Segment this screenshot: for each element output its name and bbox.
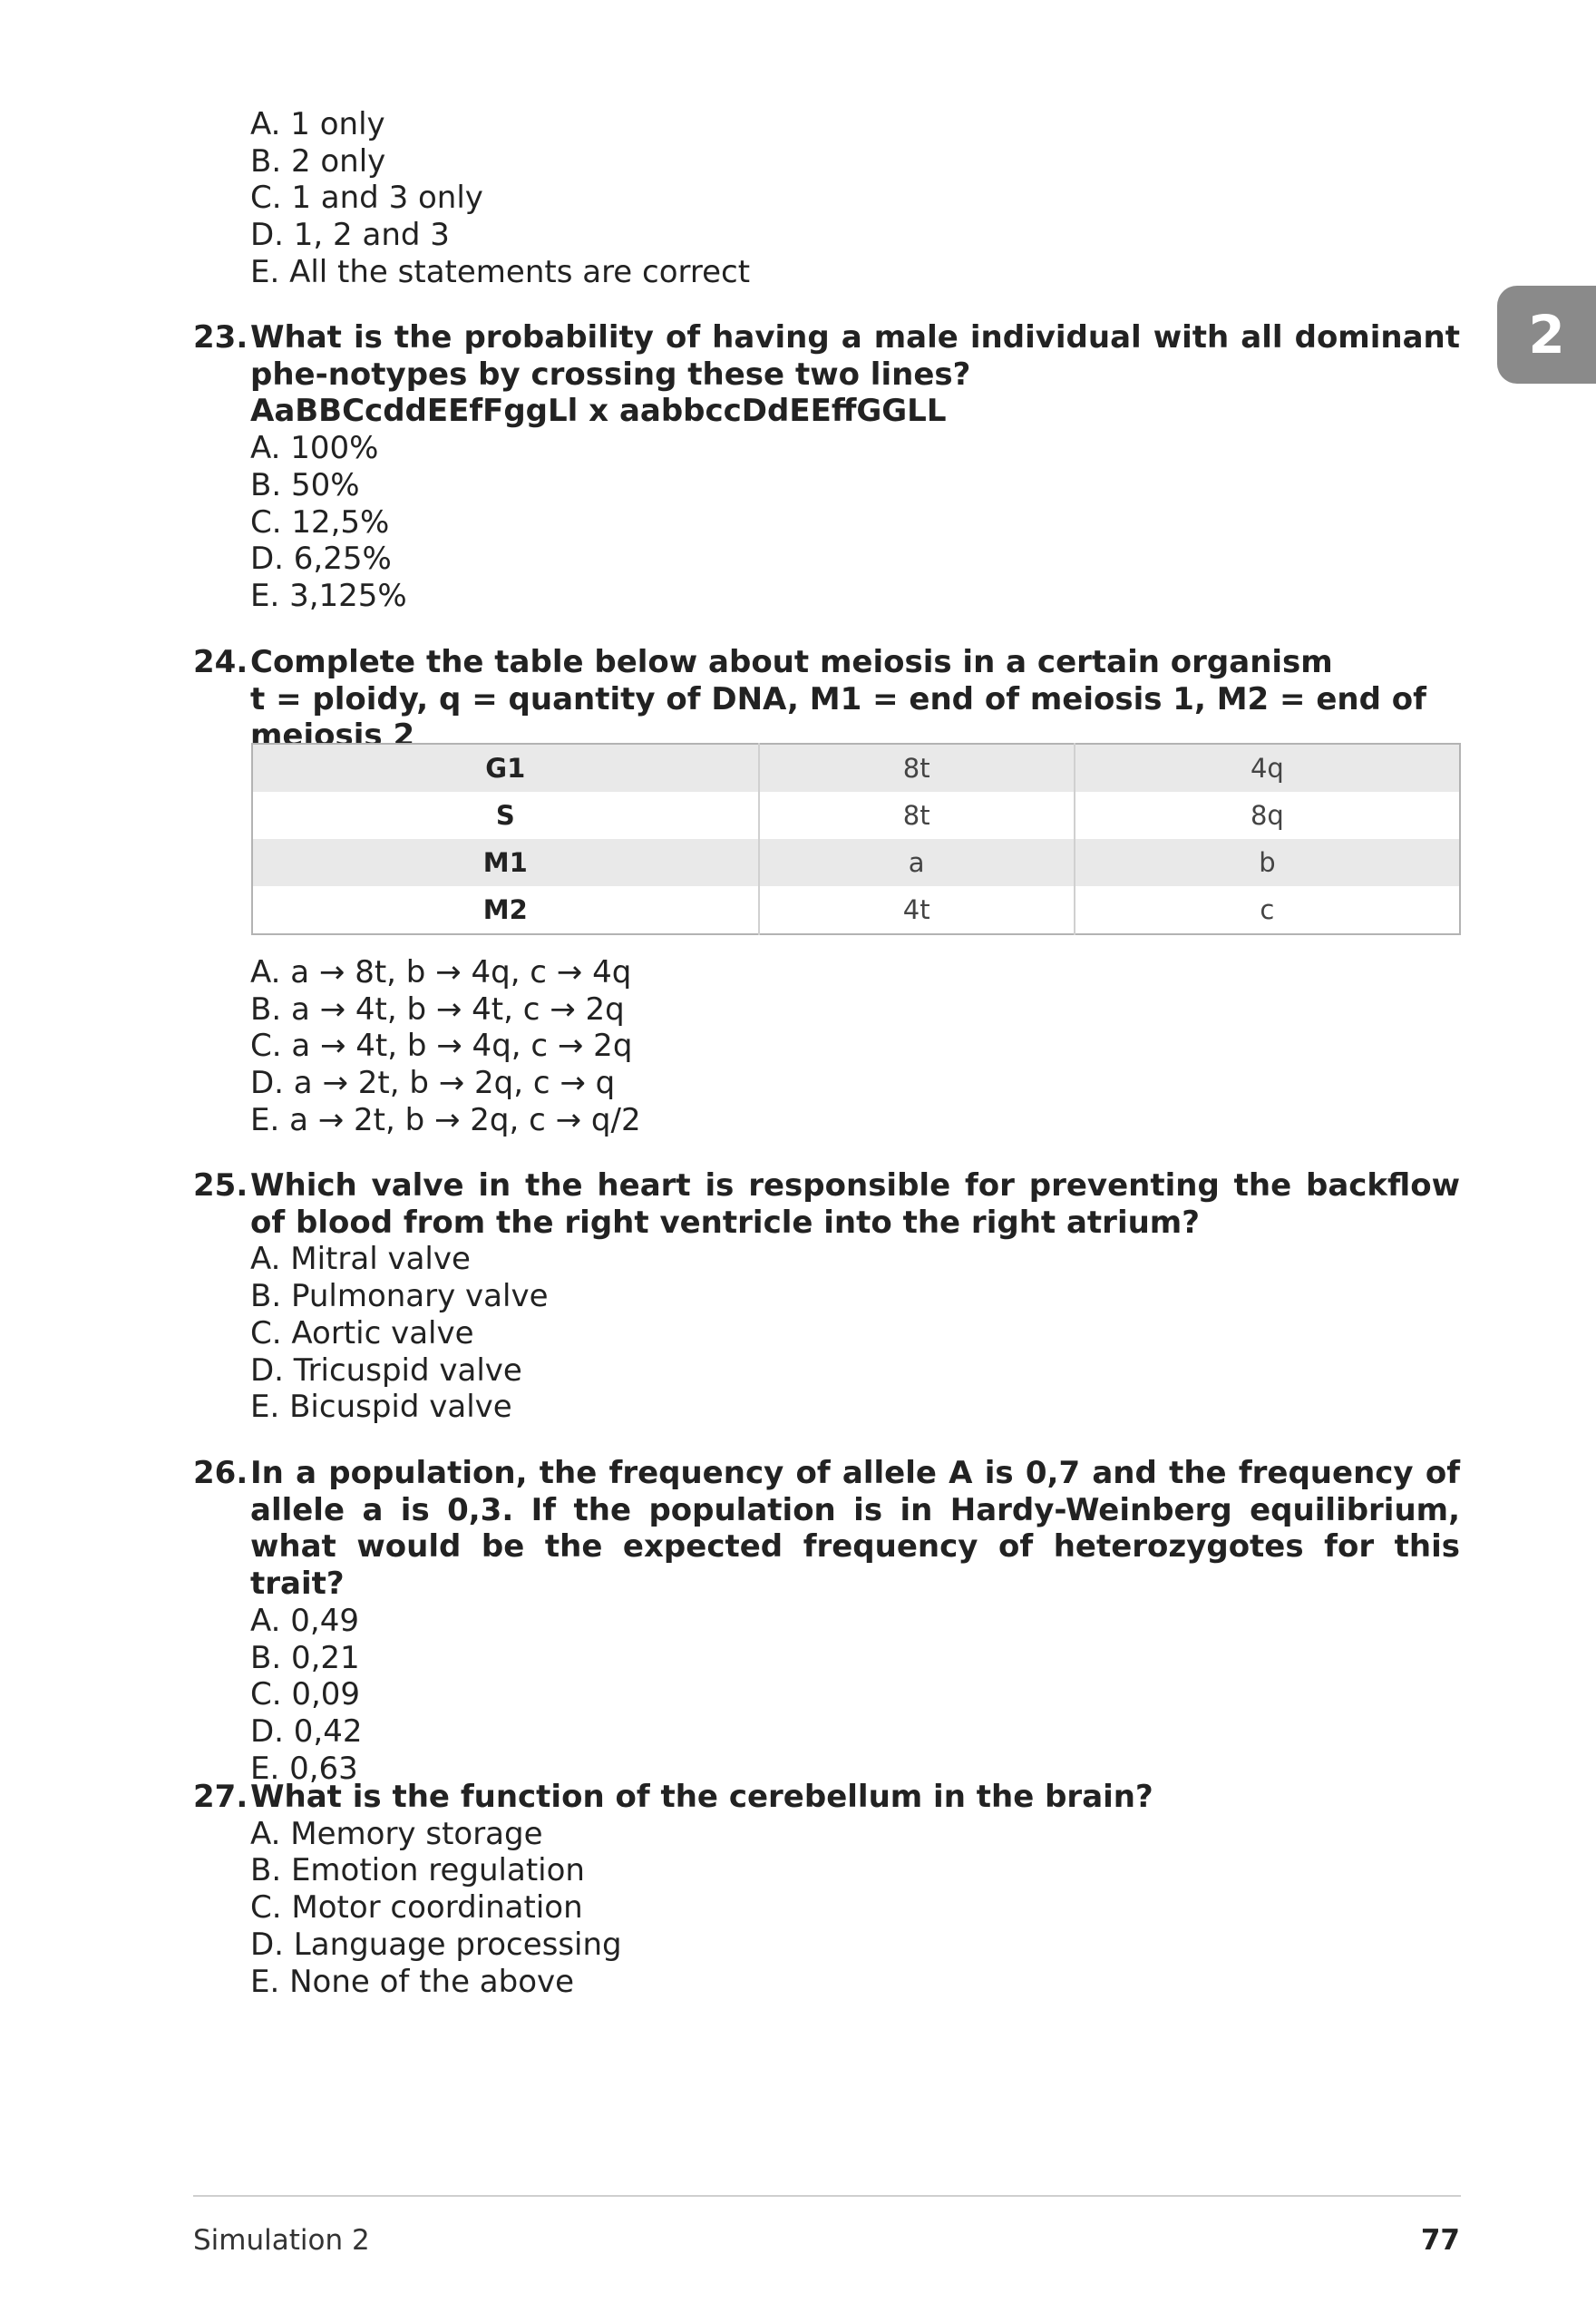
q24-option-c: C. a → 4t, b → 4q, c → 2q bbox=[250, 1028, 633, 1065]
q26-option-d: D. 0,42 bbox=[250, 1712, 363, 1750]
q27-option-e: E. None of the above bbox=[250, 1963, 575, 2000]
table-cell: 8t bbox=[759, 792, 1075, 839]
question-text: In a population, the frequency of allele A is 0,7 and the frequency of allele a is 0,3. If the population is in Hardy-Weinberg equilibrium, what would be the expected frequency of heterozygotes for this trait? bbox=[250, 1455, 1460, 1603]
question-25 bbox=[193, 1167, 1460, 1426]
q27-option-a: A. Memory storage bbox=[250, 1815, 543, 1852]
table-cell: 8q bbox=[1075, 792, 1460, 839]
q25-option-b: B. Pulmonary valve bbox=[250, 1278, 549, 1315]
q25-option-e: E. Bicuspid valve bbox=[250, 1389, 512, 1426]
q25-option-d: D. Tricuspid valve bbox=[250, 1351, 522, 1389]
q23-options bbox=[250, 430, 1460, 615]
q22-option-d: D. 1, 2 and 3 bbox=[250, 217, 450, 254]
chapter-tab: 2 bbox=[1497, 286, 1596, 384]
question-text: Which valve in the heart is responsible for preventing the backflow of blood from the right ventricle into the right atrium? bbox=[250, 1167, 1460, 1241]
q24-option-b: B. a → 4t, b → 4t, c → 2q bbox=[250, 990, 625, 1028]
q22-option-c: C. 1 and 3 only bbox=[250, 180, 483, 217]
q27-option-b: B. Emotion regulation bbox=[250, 1852, 585, 1889]
table-cell: M1 bbox=[482, 847, 528, 878]
table-row bbox=[252, 792, 1460, 839]
question-text: What is the probability of having a male individual with all dominant phe-notypes by crossing these two lines? bbox=[250, 319, 1460, 393]
page-number: 77 bbox=[1420, 2224, 1460, 2257]
q22-option-b: B. 2 only bbox=[250, 142, 386, 180]
table-cell: 4q bbox=[1075, 744, 1460, 792]
q26-options bbox=[250, 1603, 1460, 1788]
question-number: 27. bbox=[193, 1779, 248, 1815]
question-27 bbox=[193, 1779, 1460, 2000]
q23-option-d: D. 6,25% bbox=[250, 541, 392, 578]
q26-option-c: C. 0,09 bbox=[250, 1676, 361, 1713]
q25-option-a: A. Mitral valve bbox=[250, 1241, 471, 1278]
table-cell: S bbox=[495, 800, 515, 831]
q23-option-c: C. 12,5% bbox=[250, 503, 390, 541]
table-cell: M2 bbox=[482, 894, 528, 925]
genotype-cross: AaBBCcddEEfFggLl x aabbccDdEEffGGLL bbox=[250, 393, 947, 430]
q26-option-b: B. 0,21 bbox=[250, 1639, 360, 1676]
table-row bbox=[252, 839, 1460, 886]
q22-option-a: A. 1 only bbox=[250, 106, 385, 142]
table-row bbox=[252, 744, 1460, 792]
q26-option-a: A. 0,49 bbox=[250, 1602, 359, 1639]
q27-options bbox=[250, 1816, 1460, 2001]
q26-option-e: E. 0,63 bbox=[250, 1750, 358, 1787]
table-cell: a bbox=[759, 839, 1075, 886]
table-cell: 4t bbox=[759, 886, 1075, 934]
q24-option-d: D. a → 2t, b → 2q, c → q bbox=[250, 1065, 616, 1102]
table-cell: 8t bbox=[759, 744, 1075, 792]
footer-divider bbox=[193, 2195, 1461, 2197]
question-legend: t = ploidy, q = quantity of DNA, M1 = end of meiosis 1, M2 = end of meiosis 2 bbox=[250, 680, 1426, 755]
question-number: 23. bbox=[193, 319, 248, 356]
table-cell: b bbox=[1075, 839, 1460, 886]
question-number: 25. bbox=[193, 1167, 248, 1204]
q23-option-b: B. 50% bbox=[250, 466, 360, 503]
question-24 bbox=[193, 644, 1460, 755]
q23-option-e: E. 3,125% bbox=[250, 577, 407, 614]
question-number: 26. bbox=[193, 1455, 248, 1491]
table-cell: c bbox=[1075, 886, 1460, 934]
q22-options bbox=[250, 106, 750, 291]
question-26 bbox=[193, 1455, 1460, 1787]
q23-option-a: A. 100% bbox=[250, 430, 379, 467]
table-row bbox=[252, 886, 1460, 934]
footer-section-title: Simulation 2 bbox=[193, 2224, 370, 2257]
q22-option-e: E. All the statements are correct bbox=[250, 253, 751, 290]
q27-option-c: C. Motor coordination bbox=[250, 1889, 583, 1927]
meiosis-table bbox=[251, 743, 1461, 935]
q24-option-e: E. a → 2t, b → 2q, c → q/2 bbox=[250, 1101, 641, 1138]
q25-option-c: C. Aortic valve bbox=[250, 1314, 474, 1351]
question-text: What is the function of the cerebellum in the brain? bbox=[250, 1779, 1153, 1815]
q24-options bbox=[250, 954, 641, 1139]
q25-options bbox=[250, 1241, 1460, 1426]
q27-option-d: D. Language processing bbox=[250, 1926, 622, 1963]
q24-option-a: A. a → 8t, b → 4q, c → 4q bbox=[250, 954, 632, 990]
table-cell: G1 bbox=[485, 753, 526, 784]
question-text: Complete the table below about meiosis in a certain organism bbox=[250, 644, 1333, 680]
question-number: 24. bbox=[193, 644, 248, 680]
question-23 bbox=[193, 319, 1460, 615]
